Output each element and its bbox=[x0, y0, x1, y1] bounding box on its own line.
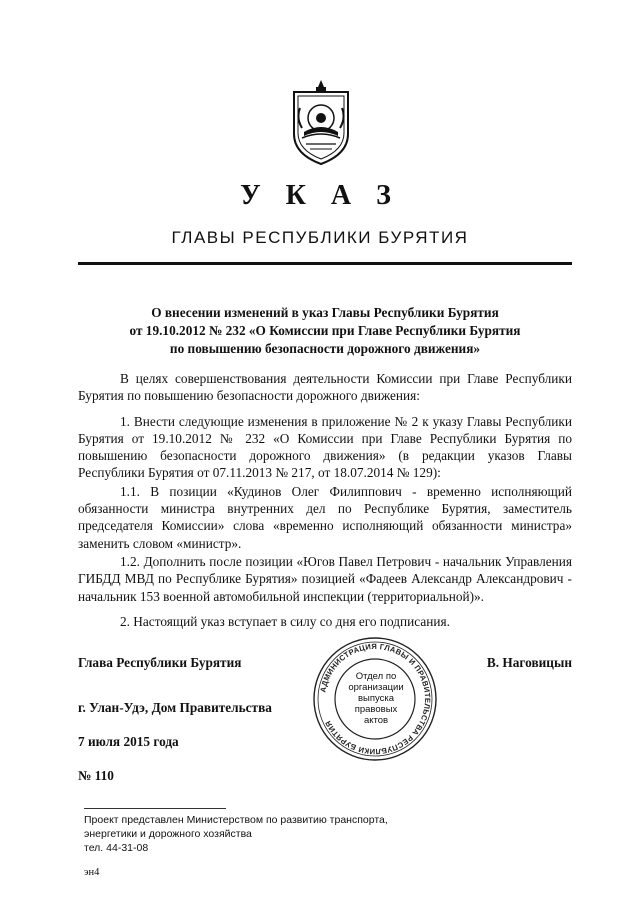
stamp-line-4: правовых bbox=[354, 704, 398, 715]
stamp-line-2: организации bbox=[348, 682, 404, 693]
stamp-line-3: выпуска bbox=[357, 693, 395, 704]
header-divider bbox=[78, 262, 572, 265]
stamp-line-5: актов bbox=[363, 715, 389, 726]
footer-line-2: энергетики и дорожного хозяйства bbox=[84, 828, 252, 840]
decree-subtitle: ГЛАВЫ РЕСПУБЛИКИ БУРЯТИЯ bbox=[171, 228, 469, 247]
signatory-position: Глава Республики Бурятия bbox=[78, 655, 242, 670]
paragraph-item-1-2: 1.2. Дополнить после позиции «Югов Павел Петрович - начальник Управления ГИБДД МВД по Республике Бурятия» позицией «Фадеев Александр Александрович - начальник 153 военной автомобильной инспекции (территориальной)». bbox=[78, 553, 572, 604]
signing-place: г. Улан-Удэ, Дом Правительства bbox=[78, 700, 272, 715]
decree-number: № 110 bbox=[78, 768, 114, 783]
signing-date: 7 июля 2015 года bbox=[78, 734, 179, 749]
stamp-line-1: Отдел по bbox=[355, 671, 397, 682]
paragraph-item-2: 2. Настоящий указ вступает в силу со дня его подписания. bbox=[120, 613, 450, 629]
decree-body bbox=[78, 370, 572, 638]
footer-line-1: Проект представлен Министерством по развитию транспорта, bbox=[84, 814, 388, 826]
heading-line-2: от 19.10.2012 № 232 «О Комиссии при Главе Республики Бурятия bbox=[129, 323, 521, 338]
decree-heading bbox=[78, 304, 572, 358]
paragraph-item-1: 1. Внести следующие изменения в приложение № 2 к указу Главы Республики Бурятия от 19.10.2012 № 232 «О Комиссии при Главе Республики Бурятия по повышению безопасности дорожного движения» (в редакции указов Главы Республики Бурятия от 07.11.2013 № 217, от 18.07.2014 № 129): bbox=[78, 413, 572, 481]
footer-divider bbox=[84, 808, 226, 809]
footer-line-3: тел. 44-31-08 bbox=[84, 842, 149, 854]
signatory-name: В. Наговицын bbox=[486, 655, 572, 670]
heading-line-3: по повышению безопасности дорожного движения» bbox=[169, 341, 481, 356]
heading-line-1: О внесении изменений в указ Главы Республики Бурятия bbox=[151, 305, 499, 320]
paragraph-preamble: В целях совершенствования деятельности Комиссии при Главе Республики Бурятия по повышению безопасности дорожного движения: bbox=[78, 371, 572, 404]
document-code: эн4 bbox=[84, 867, 100, 878]
stamp-center-text bbox=[346, 671, 406, 726]
footer-note bbox=[84, 813, 388, 855]
coat-of-arms-buryatia-icon bbox=[290, 78, 352, 166]
paragraph-item-1-1: 1.1. В позиции «Кудинов Олег Филиппович - временно исполняющий обязанности министра внутренних дел по Республике Бурятия, заместитель председателя Комиссии» слова «временно исполняющий обязанности министра» заменить словом «министр». bbox=[78, 483, 572, 551]
stamp-ring-text: АДМИНИСТРАЦИЯ ГЛАВЫ И ПРАВИТЕЛЬСТВА РЕСПУБЛИКИ БУРЯТИЯ bbox=[318, 641, 433, 757]
decree-title: У К А З bbox=[240, 180, 400, 211]
